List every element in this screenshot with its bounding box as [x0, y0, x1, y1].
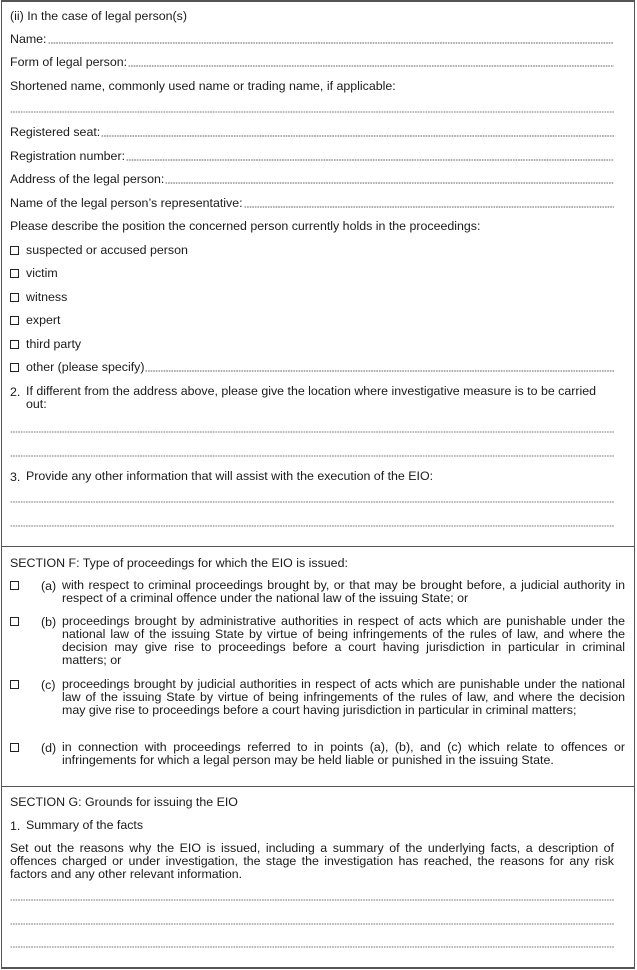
checkbox-icon[interactable]: [10, 293, 19, 302]
registered-seat-field[interactable]: Registered seat:: [10, 124, 614, 140]
position-prompt: Please describe the position the concerned person currently holds in the proceedings:: [10, 219, 481, 233]
position-option-suspected[interactable]: suspected or accused person: [10, 242, 614, 258]
position-option-victim[interactable]: victim: [10, 265, 614, 281]
section-f: SECTION F: Type of proceedings for which the EIO is issued: (a) with respect to criminal proceedings brought by, or that may be brought before, a judicial authority in respect of a criminal offence under the national law of the issuing State; or (b) proceedings brought by administrative authorities in respect of acts which are punishable under the national law of the issuing State by virtue of being infringements of the rules of law, and where the decision may give rise to proceedings before a court having jurisdiction in particular in criminal matters; or (c) proceedings brought by judicial authorities in respect of acts which are punishable under the national law of the issuing State by virtue of being infringements of the rules of law, and where the decision may give rise to proceedings before a court having jurisdiction in particular in criminal matters; (d) in connection with proceedings referred to in points (a), (b), and (c) which relate to offences or infringements for which a legal person may be held liable or punished in the issuing State.: [1, 546, 635, 787]
summary-input-line-2[interactable]: [10, 923, 614, 925]
shortened-name-label: Shortened name, commonly used name or trading name, if applicable:: [10, 79, 396, 93]
checkbox-icon[interactable]: [10, 617, 19, 626]
address-field[interactable]: Address of the legal person:: [10, 171, 614, 187]
checkbox-icon[interactable]: [10, 246, 19, 255]
checkbox-icon[interactable]: [10, 581, 19, 590]
other-specify-input-line[interactable]: [145, 370, 614, 372]
registration-number-field[interactable]: Registration number:: [10, 148, 614, 164]
legal-person-heading: (ii) In the case of legal person(s): [10, 9, 187, 23]
form-of-legal-person-field[interactable]: Form of legal person:: [10, 54, 614, 70]
position-option-expert[interactable]: expert: [10, 312, 614, 328]
section-e-legal-person: [1, 0, 635, 547]
other-info-input-line-2[interactable]: [10, 525, 614, 527]
address-input-line[interactable]: [165, 182, 614, 184]
section-f-heading: SECTION F: Type of proceedings for which the EIO is issued:: [10, 556, 348, 570]
item-3-number: 3.: [10, 470, 21, 484]
position-option-other[interactable]: other (please specify): [10, 359, 614, 375]
location-input-line-2[interactable]: [10, 455, 614, 457]
representative-field[interactable]: Name of the legal person’s representative:: [10, 195, 614, 211]
checkbox-icon[interactable]: [10, 363, 19, 372]
checkbox-icon[interactable]: [10, 743, 19, 752]
form-input-line[interactable]: [128, 65, 614, 67]
checkbox-icon[interactable]: [10, 316, 19, 325]
representative-input-line[interactable]: [244, 206, 614, 208]
registered-seat-input-line[interactable]: [101, 135, 614, 137]
item-3-text: Provide any other information that will assist with the execution of the EIO:: [26, 469, 434, 483]
checkbox-icon[interactable]: [10, 269, 19, 278]
item-2-number: 2.: [10, 385, 21, 399]
name-field[interactable]: Name:: [10, 31, 614, 47]
summary-input-line-3[interactable]: [10, 946, 614, 948]
other-info-input-line-1[interactable]: [10, 501, 614, 503]
name-input-line[interactable]: [48, 42, 615, 44]
shortened-name-input-line[interactable]: [10, 111, 614, 113]
item-2-text: If different from the address above, please give the location where investigative measure is to be carried out:: [26, 384, 597, 411]
position-option-witness[interactable]: witness: [10, 289, 614, 305]
checkbox-icon[interactable]: [10, 340, 19, 349]
summary-instructions: Set out the reasons why the EIO is issued, including a summary of the underlying facts, a description of offences charged or under investigation, the stage the investigation has reached, the reasons for any risk factors and any other relevant information.: [10, 841, 614, 881]
summary-input-line-1[interactable]: [10, 899, 614, 901]
section-g-heading: SECTION G: Grounds for issuing the EIO: [10, 795, 238, 809]
checkbox-icon[interactable]: [10, 680, 19, 689]
position-option-third-party[interactable]: third party: [10, 336, 614, 352]
registration-number-input-line[interactable]: [126, 159, 614, 161]
location-input-line-1[interactable]: [10, 431, 614, 433]
item-1-number: 1.: [10, 819, 21, 833]
section-g: [1, 786, 635, 969]
summary-of-facts-title: Summary of the facts: [26, 818, 144, 832]
